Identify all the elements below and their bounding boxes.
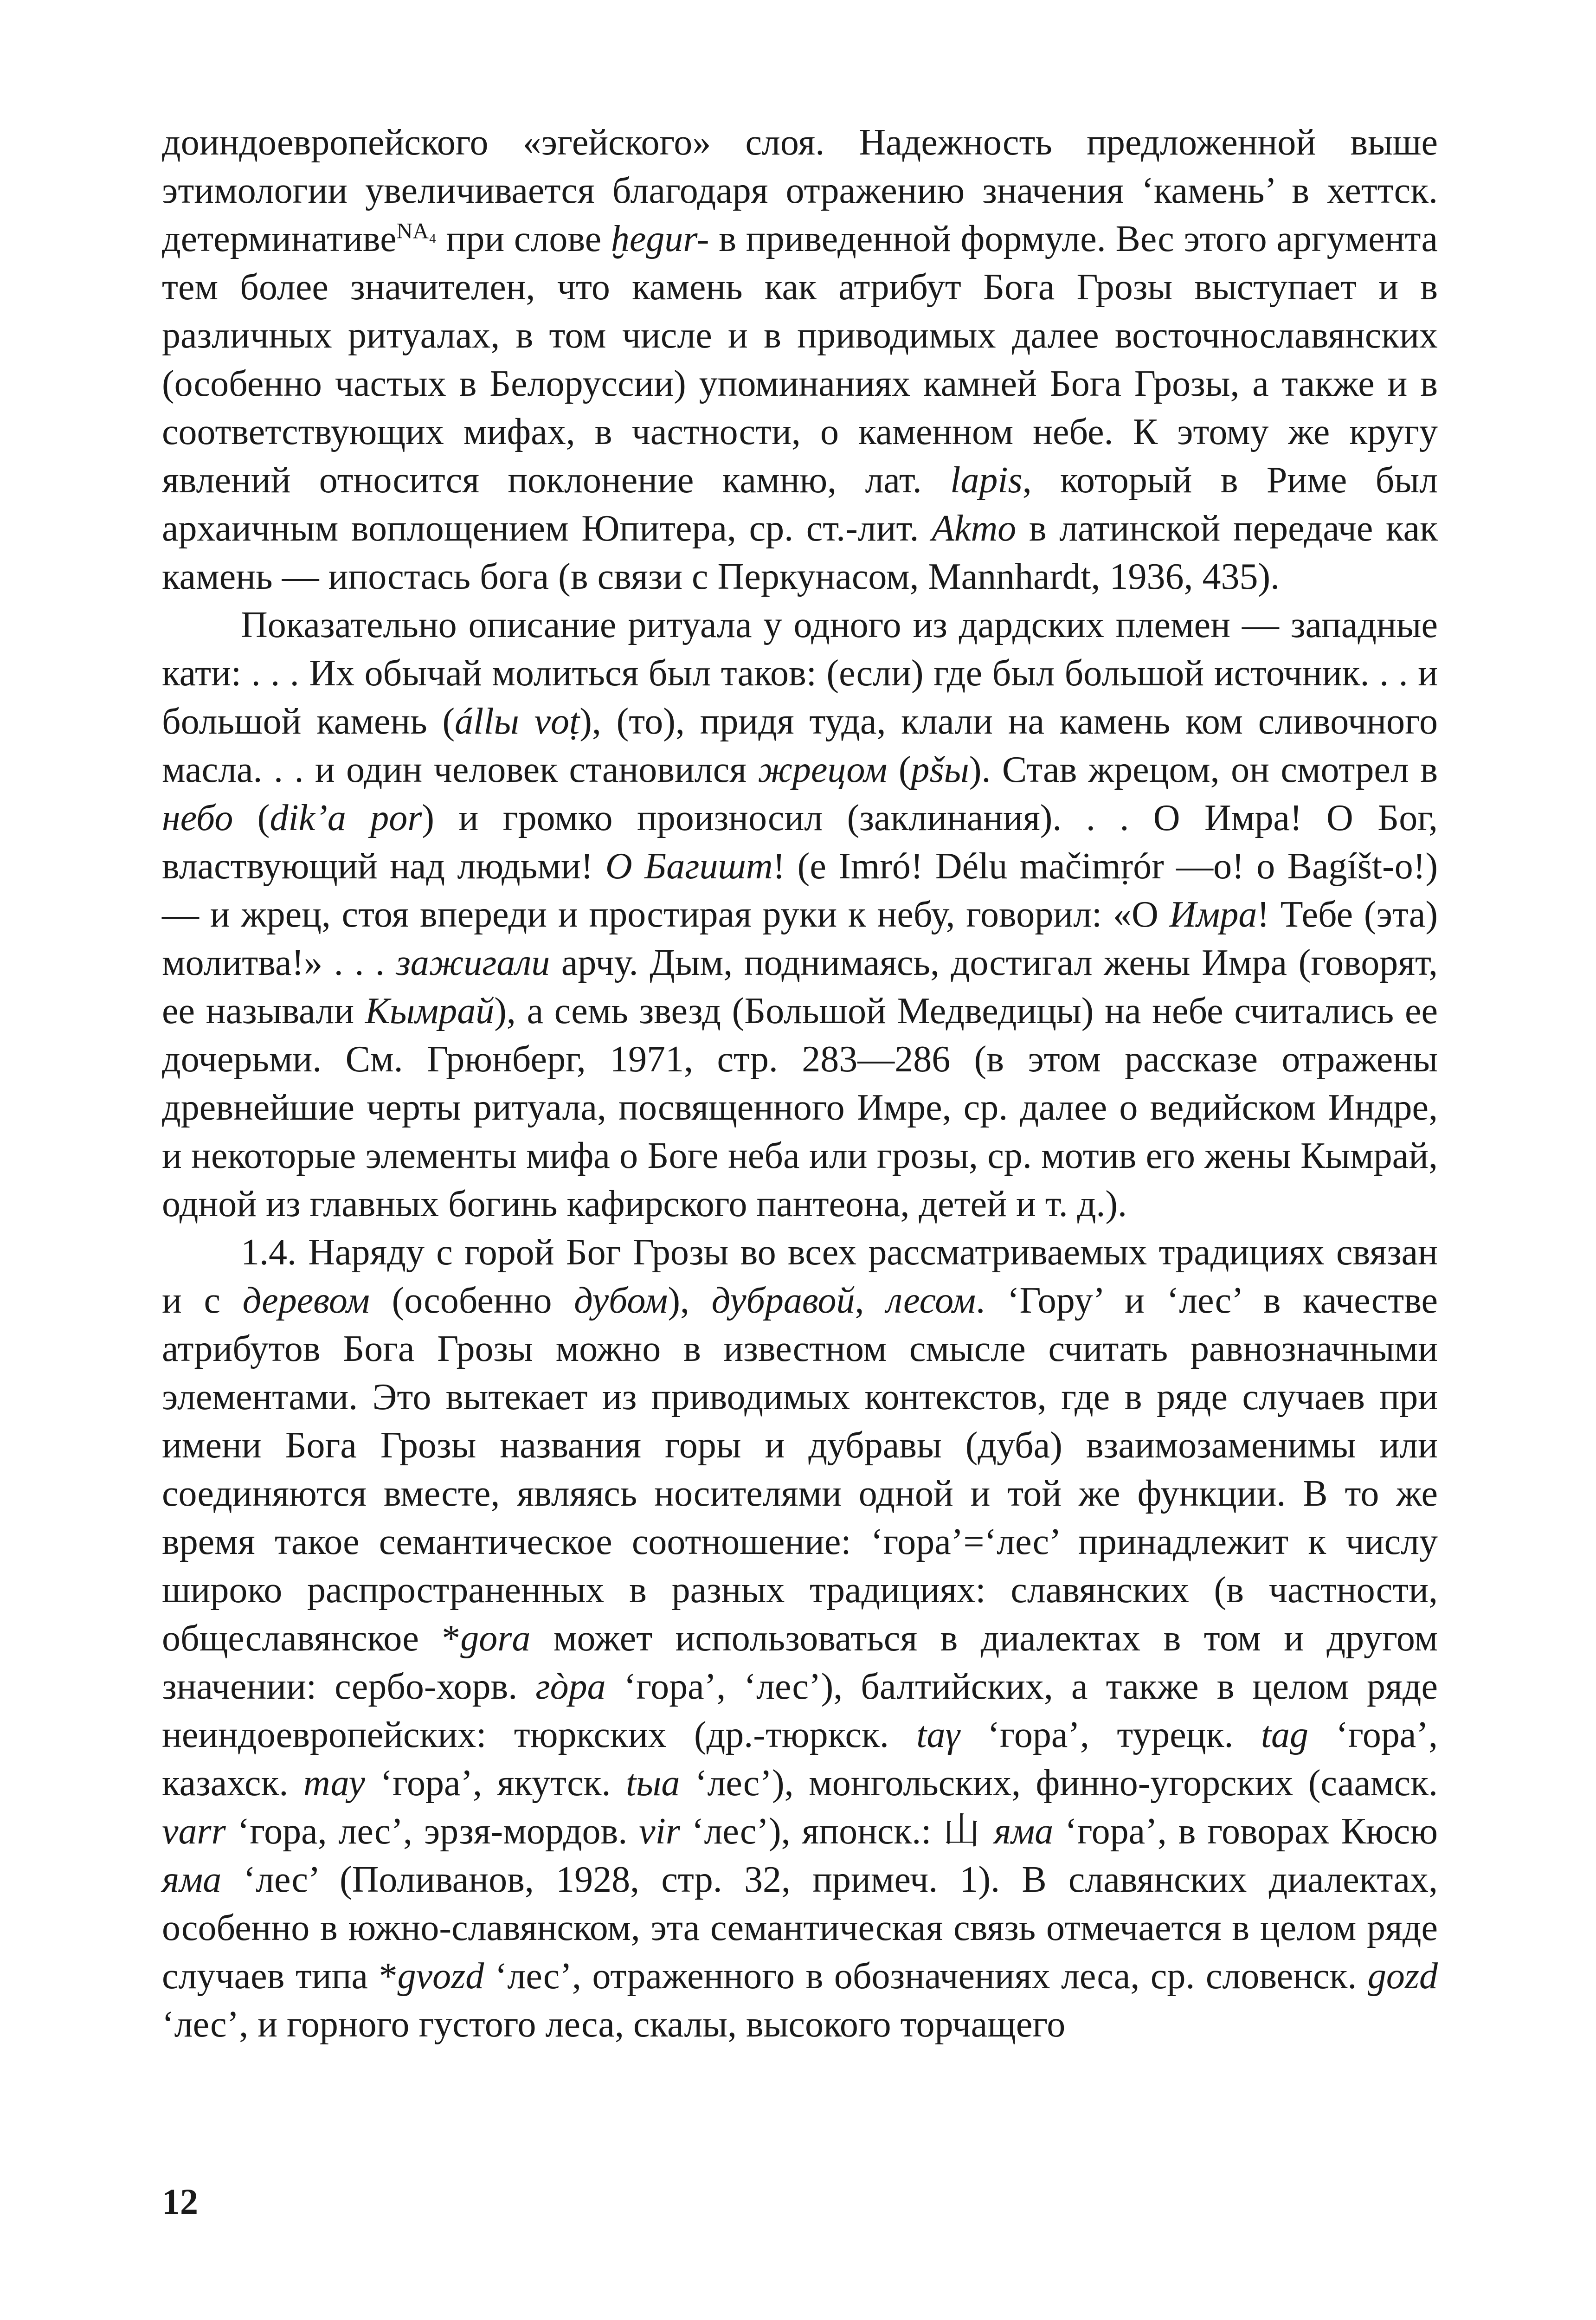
italic-term: гòра (535, 1666, 606, 1707)
italic-term: небо (162, 798, 233, 838)
text-run: ‘гора’, турецк. (960, 1714, 1261, 1755)
text-run: ‘лес’, отраженного в обозначениях леса, ср. словенск. (484, 1956, 1368, 1997)
text-run: в латинской передаче как камень — ипостась бога (в связи с Перкунасом, Mannhardt, 1936, 435). (162, 508, 1438, 597)
text-run: (особенно (369, 1280, 574, 1321)
italic-term: дубравой (711, 1280, 855, 1321)
italic-term: тау (303, 1763, 366, 1804)
italic-term: ḫegur- (611, 219, 709, 259)
page-number: 12 (162, 2181, 198, 2222)
text-run: ‘гора’, якутск. (365, 1763, 626, 1804)
italic-term: gozd (1367, 1956, 1438, 1997)
text-run: ), (668, 1280, 712, 1321)
italic-term: állы voṭ (455, 701, 580, 742)
italic-term: деревом (242, 1280, 370, 1321)
text-run: ( (887, 749, 911, 790)
italic-term: taγ (916, 1714, 960, 1755)
text-run: ‘гора’, казахск. (162, 1714, 1438, 1804)
text-run: ‘лес’ (Поливанов, 1928, стр. 32, примеч. 1). В славянских диалектах, особенно в южно-славянском, эта семантическая связь отмечается в целом ряде случаев типа * (162, 1859, 1438, 1997)
text-run: ), (то), придя туда, клали на камень ком сливочного масла. . . и один человек становился (162, 701, 1438, 790)
text-run: ) и громко произносил (заклинания). . . О Имра! О Бог, властвующий над людьми! (162, 798, 1438, 887)
text-run: доиндоевропейского «эгейского» слоя. Надежность предложенной выше этимологии увеличивается благодаря отражению значения ‘камень’ в хеттск. детерминативе (162, 122, 1438, 259)
text-run: при слове (436, 219, 611, 259)
text-run: 1.4. Наряду с горой Бог Грозы во всех рассматриваемых традициях связан и с (162, 1232, 1438, 1321)
italic-term: О Багишт (605, 846, 773, 887)
text-run: арчу. Дым, поднимаясь, достигал жены Имра (говорят, ее называли (162, 942, 1438, 1031)
italic-term: яма (994, 1811, 1054, 1852)
italic-term: gvozd (397, 1956, 484, 1997)
text-run: в приведенной формуле. Вес этого аргумента тем более значителен, что камень как атрибут Бога Грозы выступает и в различных ритуалах, в том числе и в приводимых далее восточнославянских (особенно частых в Белоруссии) упоминаниях камней Бога Грозы, а также и в соответствующих мифах, в частности, о каменном небе. К этому же кругу явлений относится поклонение камню, лат. (162, 219, 1438, 501)
italic-term: varr (162, 1811, 226, 1852)
italic-term: tag (1261, 1714, 1309, 1755)
italic-term: dik’a por (270, 798, 422, 838)
text-run: , (855, 1280, 887, 1321)
italic-term: lapis (950, 460, 1023, 501)
italic-term: жрецом (758, 749, 888, 790)
italic-term: зажигали (396, 942, 550, 983)
text-run: ( (233, 798, 270, 838)
paragraph (162, 118, 1438, 601)
text-run: ‘лес’, и горного густого леса, скалы, высокого торчащего (162, 2004, 1066, 2045)
paragraph (162, 1228, 1438, 2049)
italic-term: лесом (886, 1280, 976, 1321)
text-run: ‘лес’), японск.: 山 (680, 1811, 994, 1852)
italic-term: vir (639, 1811, 680, 1852)
italic-term: pšы (911, 749, 969, 790)
text-run: . ‘Гору’ и ‘лес’ в качестве атрибутов Бога Грозы можно в известном смысле считать равнозначными элементами. Это вытекает из приводимых контекстов, где в ряде случаев при имени Бога Грозы названия горы и дубравы (дуба) взаимозаменимы или соединяются вместе, являясь носителями одной и той же функции. В то же время такое семантическое соотношение: ‘гора’=‘лес’ принадлежит к числу широко распространенных в разных традициях: славянских (в частности, общеславянское * (162, 1280, 1438, 1659)
superscript-text: NA₄ (396, 219, 437, 244)
text-run: Показательно описание ритуала у одного из дардских племен — западные кати: . . . Их обычай молиться был таков: (если) где был большой источник. . . и большой камень ( (162, 605, 1438, 742)
text-run: ). Став жрецом, он смотрел в (969, 749, 1438, 790)
main-text (162, 118, 1438, 2049)
italic-term: tыа (625, 1763, 680, 1804)
italic-term: gora (460, 1618, 531, 1659)
italic-term: Имра (1169, 894, 1257, 935)
text-run: ), а семь звезд (Большой Медведицы) на небе считались ее дочерьми. См. Грюнберг, 1971, стр. 283—286 (в этом рассказе отражены древнейшие черты ритуала, посвященного Имре, ср. далее о ведийском Индре, и некоторые элементы мифа о Боге неба или грозы, ср. мотив его жены Кымрай, одной из главных богинь кафирского пантеона, детей и т. д.). (162, 991, 1438, 1224)
italic-term: дубом (574, 1280, 668, 1321)
text-run: ‘гора’, ‘лес’), балтийских, а также в целом ряде неиндоевропейских: тюркских (др.-тюркск. (162, 1666, 1438, 1755)
text-run: может использоваться в диалектах в том и другом значении: сербо-хорв. (162, 1618, 1438, 1707)
italic-term: яма (162, 1859, 222, 1900)
text-run: ‘лес’), монгольских, финно-угорских (саамск. (680, 1763, 1438, 1804)
paragraph (162, 601, 1438, 1228)
text-run: , который в Риме был архаичным воплощением Юпитера, ср. ст.-лит. (162, 460, 1438, 549)
text-run: ‘гора, лес’, эрзя-мордов. (225, 1811, 639, 1852)
italic-term: Akmo (932, 508, 1017, 549)
text-run: ! (e Imró! Délu mačimṛór —o! o Bagíšt-o!) — и жрец, стоя впереди и простирая руки к небу, говорил: «О (162, 846, 1438, 935)
italic-term: Кымрай (365, 991, 495, 1031)
text-run: ‘гора’, в говорах Кюсю (1053, 1811, 1438, 1852)
text-run: ! Тебе (эта) молитва!» . . . (162, 894, 1438, 983)
